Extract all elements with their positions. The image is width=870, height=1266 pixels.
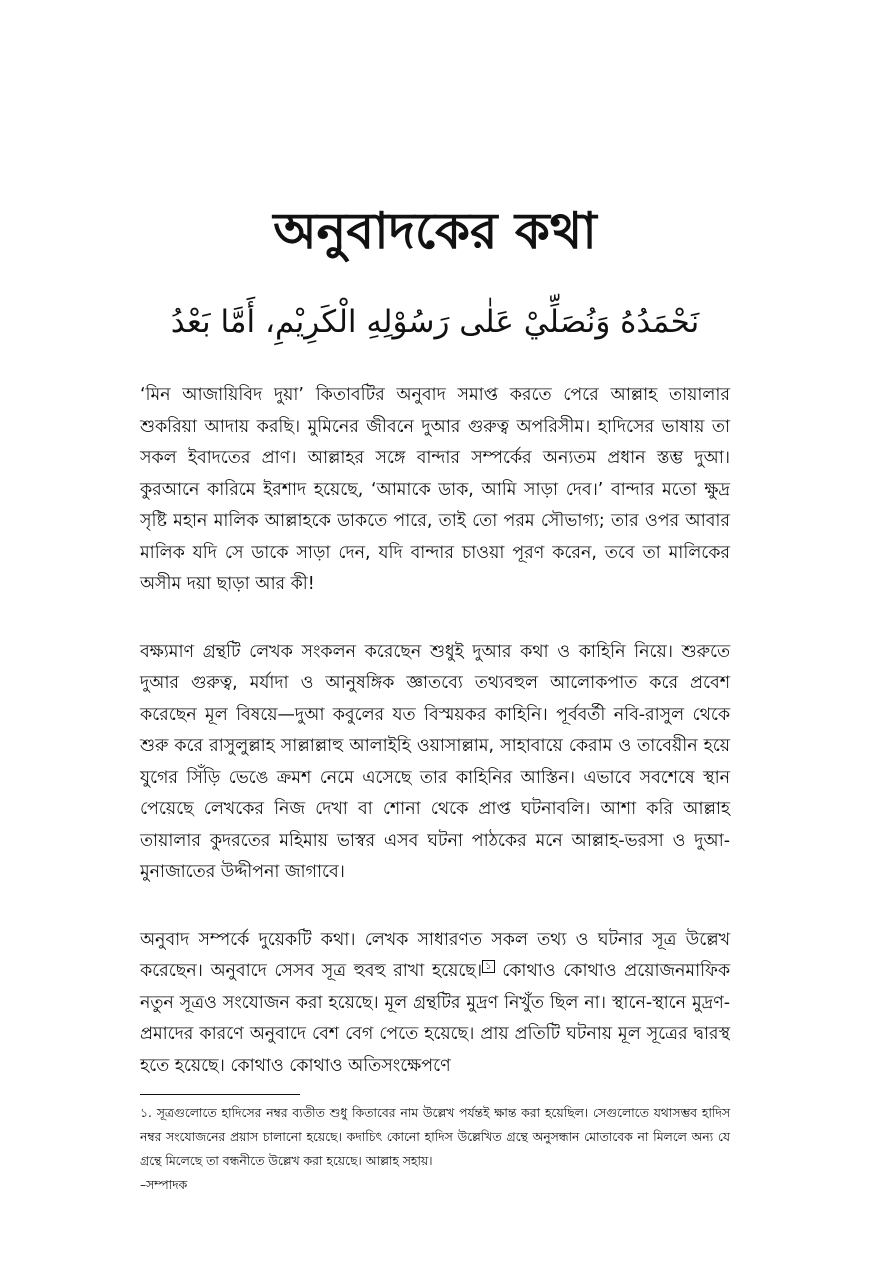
arabic-invocation: نَحْمَدُهُ وَنُصَلِّيْ عَلٰى رَسُوْلِهِ الْكَرِيْمِ، أَمَّا بَعْدُ xyxy=(170,304,700,340)
body-text xyxy=(140,380,730,1118)
footnote-divider xyxy=(140,1094,300,1095)
page-title: অনুবাদকের কথা xyxy=(273,202,597,260)
paragraph-1: ‘মিন আজায়িবিদ দুয়া’ কিতাবটির অনুবাদ সমাপ্ত করতে পেরে আল্লাহ তায়ালার শুকরিয়া আদায় করছি। মুমিনের জীবনে দুআর গুরুত্ব অপরিসীম। হাদিসের ভাষায় তা সকল ইবাদতের প্রাণ। আল্লাহর সঙ্গে বান্দার সম্পর্কের অন্যতম প্রধান স্তম্ভ দুআ। কুরআনে কারিমে ইরশাদ হয়েছে, ‘আমাকে ডাক, আমি সাড়া দেব।’ বান্দার মতো ক্ষুদ্র সৃষ্টি মহান মালিক আল্লাহকে ডাকতে পারে, তাই তো পরম সৌভাগ্য; তার ওপর আবার মালিক যদি সে ডাকে সাড়া দেন, যদি বান্দার চাওয়া পূরণ করেন, তবে তা মালিকের অসীম দয়া ছাড়া আর কী! xyxy=(140,385,730,594)
footnote-marker: ১ xyxy=(482,960,495,973)
footnote-text: ১. সূত্রগুলোতে হাদিসের নম্বর ব্যতীত শুধু কিতাবের নাম উল্লেখ পর্যন্তই ক্ষান্ত করা হয়েছিল। সেগুলোতে যথাসম্ভব হাদিস নম্বর সংযোজনের প্রয়াস চালানো হয়েছে। কদাচিৎ কোনো হাদিস উল্লেখিত গ্রন্থে অনুসন্ধান মোতাবেক না মিললে অন্য যে গ্রন্থে মিলেছে তা বন্ধনীতে উল্লেখ করা হয়েছে। আল্লাহ সহায়। xyxy=(140,1106,730,1168)
paragraph-3-after: কোথাও কোথাও প্রয়োজনমাফিক নতুন সূত্রও সংযোজন করা হয়েছে। মূল গ্রন্থটির মুদ্রণ নিখুঁত ছিল না। স্থানে-স্থানে মুদ্রণ-প্রমাদের কারণে অনুবাদে বেশ বেগ পেতে হয়েছে। প্রায় প্রতিটি ঘটনায় মূল সূত্রের দ্বারস্থ হতে হয়েছে। কোথাও কোথাও অতিসংক্ষেপণে xyxy=(140,961,730,1076)
paragraph-3-before: অনুবাদ সম্পর্কে দুয়েকটি কথা। লেখক সাধারণত সকল তথ্য ও ঘটনার সূত্র উল্লেখ করেছেন। অনুবাদে সেসব সূত্র হুবহু রাখা হয়েছে। xyxy=(140,929,730,981)
paragraph-2: বক্ষ্যমাণ গ্রন্থটি লেখক সংকলন করেছেন শুধুই দুআর কথা ও কাহিনি নিয়ে। শুরুতে দুআর গুরুত্ব, মর্যাদা ও আনুষঙ্গিক জ্ঞাতব্যে তথ্যবহুল আলোকপাত করে প্রবেশ করেছেন মূল বিষয়ে—দুআ কবুলের যত বিস্ময়কর কাহিনি। পূর্ববর্তী নবি-রাসুল থেকে শুরু করে রাসুলুল্লাহ সাল্লাল্লাহু আলাইহি ওয়াসাল্লাম, সাহাবায়ে কেরাম ও তাবেয়ীন হয়ে যুগের সিঁড়ি ভেঙে ক্রমশ নেমে এসেছে তার কাহিনির আস্তিন। এভাবে সবশেষে স্থান পেয়েছে লেখকের নিজ দেখা বা শোনা থেকে প্রাপ্ত ঘটনাবলি। আশা করি আল্লাহ তায়ালার কুদরতের মহিমায় ভাস্বর এসব ঘটনা পাঠকের মনে আল্লাহ-ভরসা ও দুআ-মুনাজাতের উদ্দীপনা জাগাবে। xyxy=(140,641,730,882)
footnote-signature: –সম্পাদক xyxy=(140,1178,188,1192)
paragraph-3 xyxy=(140,925,730,1083)
footnote-section xyxy=(140,1094,730,1197)
